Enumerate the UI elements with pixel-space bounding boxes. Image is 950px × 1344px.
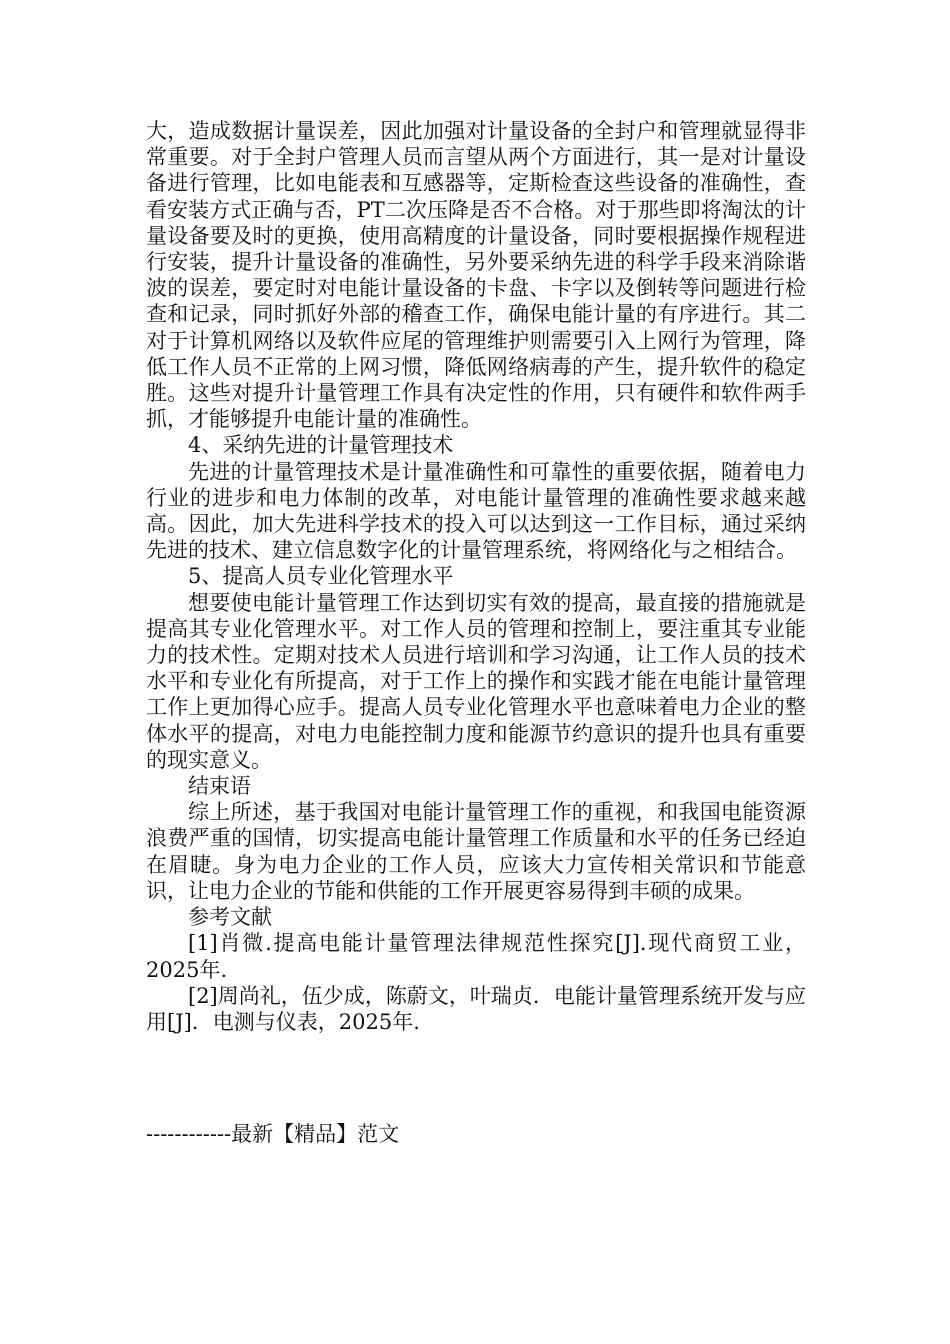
document-body — [146, 118, 806, 1035]
reference-item-2: [2]周尚礼，伍少成，陈蔚文，叶瑞贞．电能计量管理系统开发与应用[J]．电测与仪表，2025年. — [146, 983, 806, 1034]
reference-item-1: [1]肖微.提高电能计量管理法律规范性探究[J].现代商贸工业，2025年. — [146, 931, 806, 982]
references-heading: 参考文献 — [188, 905, 272, 930]
body-paragraph-continuation: 大，造成数据计量误差，因此加强对计量设备的全封户和管理就显得非常重要。对于全封户管理人员而言望从两个方面进行，其一是对计量设备进行管理，比如电能表和互感器等，定斯检查这些设备的准确性，查看安装方式正确与否，PT二次压降是否不合格。对于那些即将淘汰的计量设备要及时的更换，使用高精度的计量设备，同时要根据操作规程进行安装，提升计量设备的准确性，另外要采纳先进的科学手段来消除谐波的误差，要定时对电能计量设备的卡盘、卡字以及倒转等问题进行检查和记录，同时抓好外部的稽查工作，确保电能计量的有序进行。其二对于计算机网络以及软件应尾的管理维护则需要引入上网行为管理，降低工作人员不正常的上网习惯，降低网络病毒的产生，提升软件的稳定胜。这些对提升计量管理工作具有决定性的作用，只有硬件和软件两手抓，才能够提升电能计量的准确性。 — [146, 119, 806, 432]
footer-tagline: ------------最新【精品】范文 — [146, 1122, 400, 1146]
body-paragraph-conclusion: 综上所述，基于我国对电能计量管理工作的重视，和我国电能资源浪费严重的国情，切实提高电能计量管理工作质量和水平的任务已经迫在眉睫。身为电力企业的工作人员，应该大力宣传相关常识和节能意识，让电力企业的节能和供能的工作开展更容易得到丰硕的成果。 — [146, 800, 806, 903]
body-paragraph-advanced-tech: 先进的计量管理技术是计量准确性和可靠性的重要依据，随着电力行业的进步和电力体制的改革，对电能计量管理的准确性要求越来越高。因此，加大先进科学技术的投入可以达到这一工作目标，通过采纳先进的技术、建立信息数字化的计量管理系统，将网络化与之相结合。 — [146, 459, 806, 563]
section-heading-4: 4、采纳先进的计量管理技术 — [188, 433, 454, 458]
section-heading-5: 5、提高人员专业化管理水平 — [188, 564, 454, 589]
body-paragraph-professional: 想要使电能计量管理工作达到切实有效的提高，最直接的措施就是提高其专业化管理水平。对工作人员的管理和控制上，要注重其专业能力的技术性。定期对技术人员进行培训和学习沟通，让工作人员的技术水平和专业化有所提高，对于工作上的操作和实践才能在电能计量管理工作上更加得心应手。提高人员专业化管理水平也意味着电力企业的整体水平的提高，对电力电能控制力度和能源节约意识的提升也具有重要的现实意义。 — [146, 590, 806, 772]
conclusion-heading: 结束语 — [188, 774, 251, 799]
